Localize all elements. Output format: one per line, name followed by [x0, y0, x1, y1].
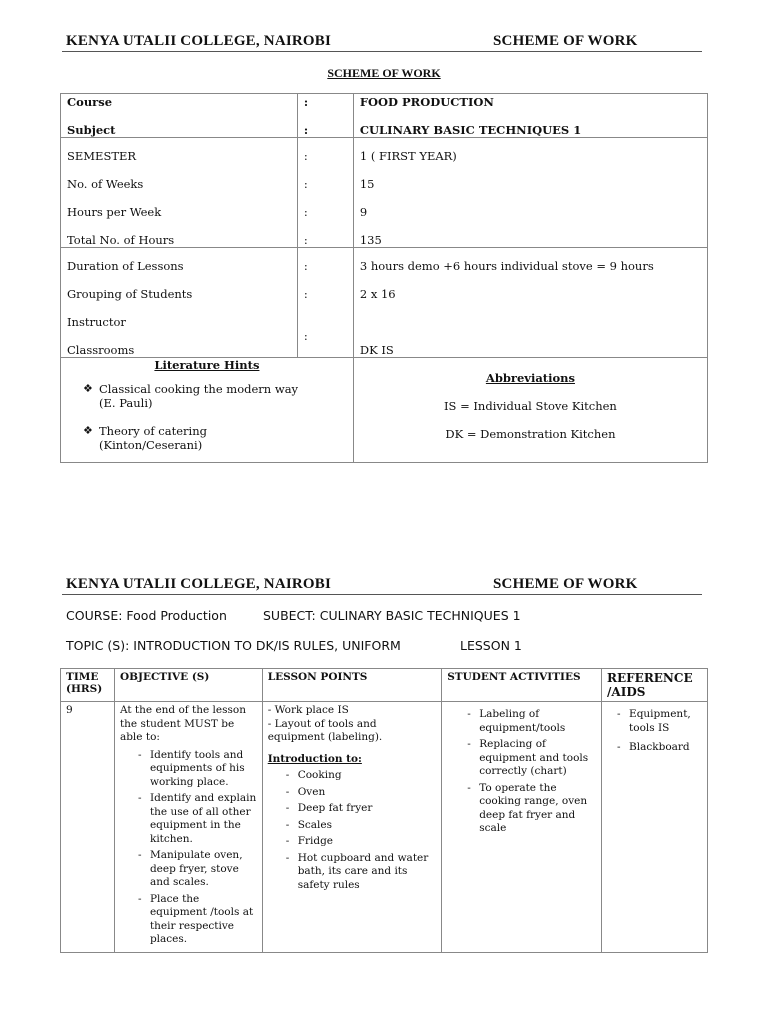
info-value-weeks: 15	[359, 177, 375, 191]
info-sep: :	[303, 95, 309, 109]
info-label-semester: SEMESTER	[67, 149, 137, 163]
course-line: COURSE: Food Production	[66, 608, 227, 623]
info-label-weeks: No. of Weeks	[67, 177, 144, 191]
diamond-bullet-icon: ❖	[83, 424, 93, 437]
info-label-subject: Subject	[67, 123, 116, 137]
scheme-info-table	[60, 93, 708, 463]
time-cell: 9	[61, 702, 115, 953]
objective-item: - Manipulate oven, deep fryer, stove and scales.	[137, 849, 243, 888]
page2-header-rule	[62, 594, 702, 595]
info-sep	[304, 315, 347, 329]
diamond-bullet-icon: ❖	[83, 382, 93, 395]
lesson-point: - Deep fat fryer	[285, 802, 373, 814]
info-label-total-hours: Total No. of Hours	[67, 233, 175, 247]
page1-title: SCHEME OF WORK	[327, 66, 441, 80]
activity-item: - Replacing of equipment and tools correctly (chart)	[467, 738, 589, 777]
info-value-total-hours: 135	[359, 233, 382, 247]
subject-line: SUBECT: CULINARY BASIC TECHNIQUES 1	[263, 608, 521, 623]
header-time: TIME (HRS)	[61, 669, 115, 702]
abbreviations-heading: Abbreviations	[485, 371, 575, 385]
page2-header-scheme: SCHEME OF WORK	[493, 576, 638, 592]
literature-item: ❖ Classical cooking the modern way (E. Pauli)	[83, 382, 299, 410]
lesson-intro-line: - Layout of tools and equipment (labeling).	[267, 717, 383, 743]
topic-line: TOPIC (S): INTRODUCTION TO DK/IS RULES, UNIFORM	[66, 638, 401, 653]
header-reference-aids: REFERENCE /AIDS	[602, 669, 708, 702]
info-label-instructor: Instructor	[67, 315, 126, 329]
header-objectives: OBJECTIVE (S)	[114, 669, 262, 702]
info-label-classrooms: Classrooms	[67, 343, 135, 357]
lesson-point: - Scales	[285, 818, 332, 831]
abbreviation-item: IS = Individual Stove Kitchen	[444, 399, 617, 413]
activity-item: - To operate the cooking range, oven deep fat fryer and scale	[467, 781, 588, 834]
info-sep: :	[303, 177, 308, 191]
page2-header-college: KENYA UTALII COLLEGE, NAIROBI	[66, 576, 332, 592]
lesson-point: - Oven	[285, 785, 326, 798]
info-sep: :	[303, 123, 309, 137]
lesson-intro-line: - Work place IS	[267, 704, 349, 716]
info-sep: :	[303, 233, 308, 247]
objective-item: - Place the equipment /tools at their respective places.	[137, 892, 254, 945]
lesson-sub-heading: Introduction to:	[267, 752, 362, 765]
literature-item: ❖ Theory of catering (Kinton/Ceserani)	[83, 424, 207, 452]
info-value-duration: 3 hours demo +6 hours individual stove = 9 hours	[359, 259, 654, 273]
header-student-activities: STUDENT ACTIVITIES	[442, 669, 602, 702]
lesson-point: - Cooking	[285, 769, 342, 781]
info-label-duration: Duration of Lessons	[67, 259, 184, 273]
lesson-point: - Hot cupboard and water bath, its care and its safety rules	[285, 851, 429, 891]
abbreviation-item: DK = Demonstration Kitchen	[445, 427, 616, 441]
info-value-course: FOOD PRODUCTION	[359, 95, 494, 109]
info-label-course: Course	[67, 95, 113, 109]
objective-intro: At the end of the lesson the student MUST be able to:	[119, 704, 246, 743]
info-sep: :	[303, 205, 308, 219]
info-sep: :	[303, 329, 308, 343]
activity-item: - Labeling of equipment/tools	[467, 708, 566, 734]
reference-item: - Equipment, tools IS	[617, 708, 691, 734]
info-value-grouping: 2 x 16	[359, 287, 396, 301]
lesson-plan-table	[60, 668, 708, 953]
info-sep: :	[303, 259, 308, 273]
info-value-instructor	[360, 315, 701, 343]
info-value-semester: 1 ( FIRST YEAR)	[359, 149, 457, 163]
info-label-hours-per-week: Hours per Week	[67, 205, 162, 219]
lesson-point: - Fridge	[285, 835, 334, 847]
header-lesson-points: LESSON POINTS	[262, 669, 442, 702]
page1-header-rule	[62, 51, 702, 52]
lesson-number: LESSON 1	[460, 638, 522, 653]
page1-header-scheme: SCHEME OF WORK	[493, 33, 638, 49]
info-value-subject: CULINARY BASIC TECHNIQUES 1	[359, 123, 582, 137]
page1-header-college: KENYA UTALII COLLEGE, NAIROBI	[66, 33, 332, 49]
literature-heading: Literature Hints	[154, 358, 260, 372]
info-sep: :	[303, 287, 308, 301]
info-sep: :	[303, 149, 308, 163]
info-value-classrooms: DK IS	[359, 343, 394, 357]
reference-item: - Blackboard	[617, 741, 690, 753]
info-label-grouping: Grouping of Students	[67, 287, 193, 301]
objective-item: - Identify and explain the use of all other equipment in the kitchen.	[137, 792, 257, 845]
objective-item: - Identify tools and equipments of his working place.	[137, 748, 245, 788]
info-value-hours-per-week: 9	[359, 205, 368, 219]
